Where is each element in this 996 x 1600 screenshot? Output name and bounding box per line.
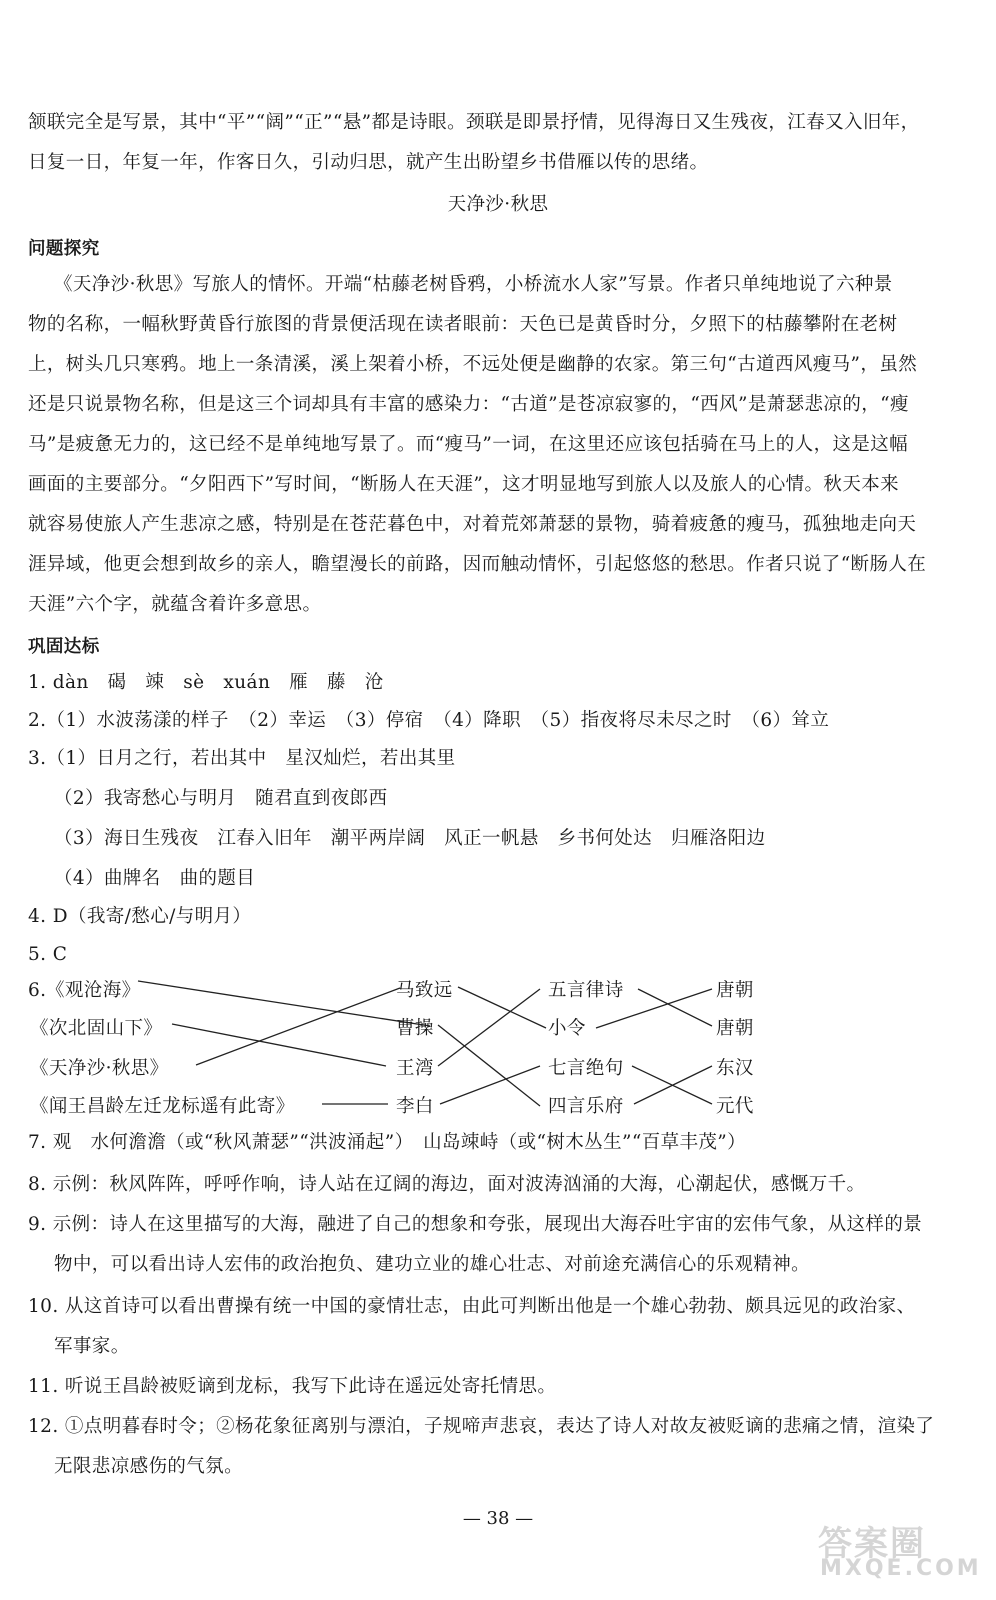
answer-1: 1. dàn 碣 竦 sè xuán 雁 藤 沧 xyxy=(28,672,384,693)
poem-title: 天净沙·秋思 xyxy=(447,194,549,215)
paragraph-line: 物的名称，一幅秋野黄昏行旅图的背景便活现在读者眼前：天色已是黄昏时分，夕照下的枯藤攀附在老树 xyxy=(28,314,898,335)
link-author1-form2 xyxy=(458,987,546,1028)
section-heading-practice: 巩固达标 xyxy=(28,637,100,657)
answer-9-1: 9. 示例：诗人在这里描写的大海，融进了自己的想象和夸张，展现出大海吞吐宇宙的宏伟气象，从这样的景 xyxy=(28,1214,923,1235)
answer-4: 4. D（我寄/愁心/与明月） xyxy=(28,906,252,927)
link-author4-form3 xyxy=(440,1066,540,1104)
answer-3-2: （2）我寄愁心与明月 随君直到夜郎西 xyxy=(54,788,388,809)
author-name: 马致远 xyxy=(396,980,453,1001)
paragraph-line: 天涯”六个字，就蕴含着许多意思。 xyxy=(28,594,322,615)
answer-11: 11. 听说王昌龄被贬谪到龙标，我写下此诗在遥远处寄托情思。 xyxy=(28,1376,557,1397)
answer-7: 7. 观 水何澹澹（或“秋风萧瑟”“洪波涌起”） 山岛竦峙（或“树木丛生”“百草丰茂”） xyxy=(28,1132,747,1153)
section-heading-inquiry: 问题探究 xyxy=(28,239,100,259)
author-name: 曹操 xyxy=(396,1018,434,1039)
dynasty: 东汉 xyxy=(716,1058,754,1079)
answer-6-prefix: 6. xyxy=(28,980,47,1001)
answer-10-2: 军事家。 xyxy=(54,1336,130,1357)
watermark-logo xyxy=(818,1516,982,1586)
dynasty: 元代 xyxy=(716,1096,754,1117)
literary-form: 七言绝句 xyxy=(548,1058,624,1079)
watermark-top: 答案圈 xyxy=(818,1524,926,1564)
literary-form: 五言律诗 xyxy=(548,980,624,1001)
literary-form: 四言乐府 xyxy=(548,1096,624,1117)
intro-line-1: 颔联完全是写景，其中“平”“阔”“正”“悬”都是诗眼。颈联是即景抒情，见得海日又生残夜，江春又入旧年， xyxy=(28,112,920,133)
answer-10-1: 10. 从这首诗可以看出曹操有统一中国的豪情壮志，由此可判断出他是一个雄心勃勃、颇具远见的政治家、 xyxy=(28,1296,916,1317)
paragraph-line: 还是只说景物名称，但是这三个词却具有丰富的感染力：“古道”是苍凉寂寥的，“西风”是萧瑟悲凉的，“瘦 xyxy=(28,394,909,415)
page-number: — 38 — xyxy=(462,1508,534,1529)
dynasty: 唐朝 xyxy=(716,1018,754,1039)
work-title: 《观沧海》 xyxy=(46,980,141,1001)
answer-3-1: 3.（1）日月之行，若出其中 星汉灿烂，若出其里 xyxy=(28,748,456,769)
link-author2-form4 xyxy=(438,1025,540,1106)
link-form1-dyn2 xyxy=(638,989,712,1026)
answer-3-4: （4）曲牌名 曲的题目 xyxy=(54,868,256,889)
author-name: 李白 xyxy=(396,1096,434,1117)
link-title2-author3 xyxy=(172,1024,386,1066)
answer-8: 8. 示例：秋风阵阵，呼呼作响，诗人站在辽阔的海边，面对波涛汹涌的大海，心潮起伏，感慨万千。 xyxy=(28,1174,866,1195)
paragraph-line: 《天净沙·秋思》写旅人的情怀。开端“枯藤老树昏鸦，小桥流水人家”写景。作者只单纯地说了六种景 xyxy=(54,274,893,295)
answer-12-2: 无限悲凉感伤的气氛。 xyxy=(54,1456,244,1477)
literary-form: 小令 xyxy=(548,1018,586,1039)
paragraph-line: 画面的主要部分。“夕阳西下”写时间，“断肠人在天涯”，这才明显地写到旅人以及旅人的心情。秋天本来 xyxy=(28,474,900,495)
work-title: 《天净沙·秋思》 xyxy=(30,1058,169,1079)
answer-2: 2.（1）水波荡漾的样子 （2）幸运 （3）停宿 （4）降职 （5）指夜将尽未尽之时 （6）耸立 xyxy=(28,710,830,731)
link-title1-author2 xyxy=(138,981,430,1026)
paragraph-line: 涯异域，他更会想到故乡的亲人，瞻望漫长的前路，因而触动情怀，引起悠悠的愁思。作者只说了“断肠人在 xyxy=(28,554,927,575)
paragraph-line: 马”是疲惫无力的，这已经不是单纯地写景了。而“瘦马”一词，在这里还应该包括骑在马上的人，这是这幅 xyxy=(28,434,909,455)
dynasty: 唐朝 xyxy=(716,980,754,1001)
answer-9-2: 物中，可以看出诗人宏伟的政治抱负、建功立业的雄心壮志、对前途充满信心的乐观精神。 xyxy=(54,1254,811,1275)
matching-diagram xyxy=(0,968,996,1118)
author-name: 王湾 xyxy=(396,1058,434,1079)
work-title: 《闻王昌龄左迁龙标遥有此寄》 xyxy=(30,1096,295,1117)
answer-3-3: （3）海日生残夜 江春入旧年 潮平两岸阔 风正一帆悬 乡书何处达 归雁洛阳边 xyxy=(54,828,766,849)
paragraph-line: 上，树头几只寒鸦。地上一条清溪，溪上架着小桥，不远处便是幽静的农家。第三句“古道西风瘦马”，虽然 xyxy=(28,354,918,375)
watermark-bottom: MXQE.COM xyxy=(820,1556,982,1581)
link-author3-form1 xyxy=(438,989,540,1066)
link-title3-author1 xyxy=(196,988,400,1065)
answer-5: 5. C xyxy=(28,944,68,965)
paragraph-line: 就容易使旅人产生悲凉之感，特别是在苍茫暮色中，对着荒郊萧瑟的景物，骑着疲惫的瘦马，孤独地走向天 xyxy=(28,514,917,535)
intro-line-2: 日复一日，年复一年，作客日久，引动归思，就产生出盼望乡书借雁以传的思绪。 xyxy=(28,152,709,173)
answer-12-1: 12. ①点明暮春时令；②杨花象征离别与漂泊，子规啼声悲哀，表达了诗人对故友被贬谪的悲痛之情，渲染了 xyxy=(28,1416,935,1437)
work-title: 《次北固山下》 xyxy=(30,1018,163,1039)
